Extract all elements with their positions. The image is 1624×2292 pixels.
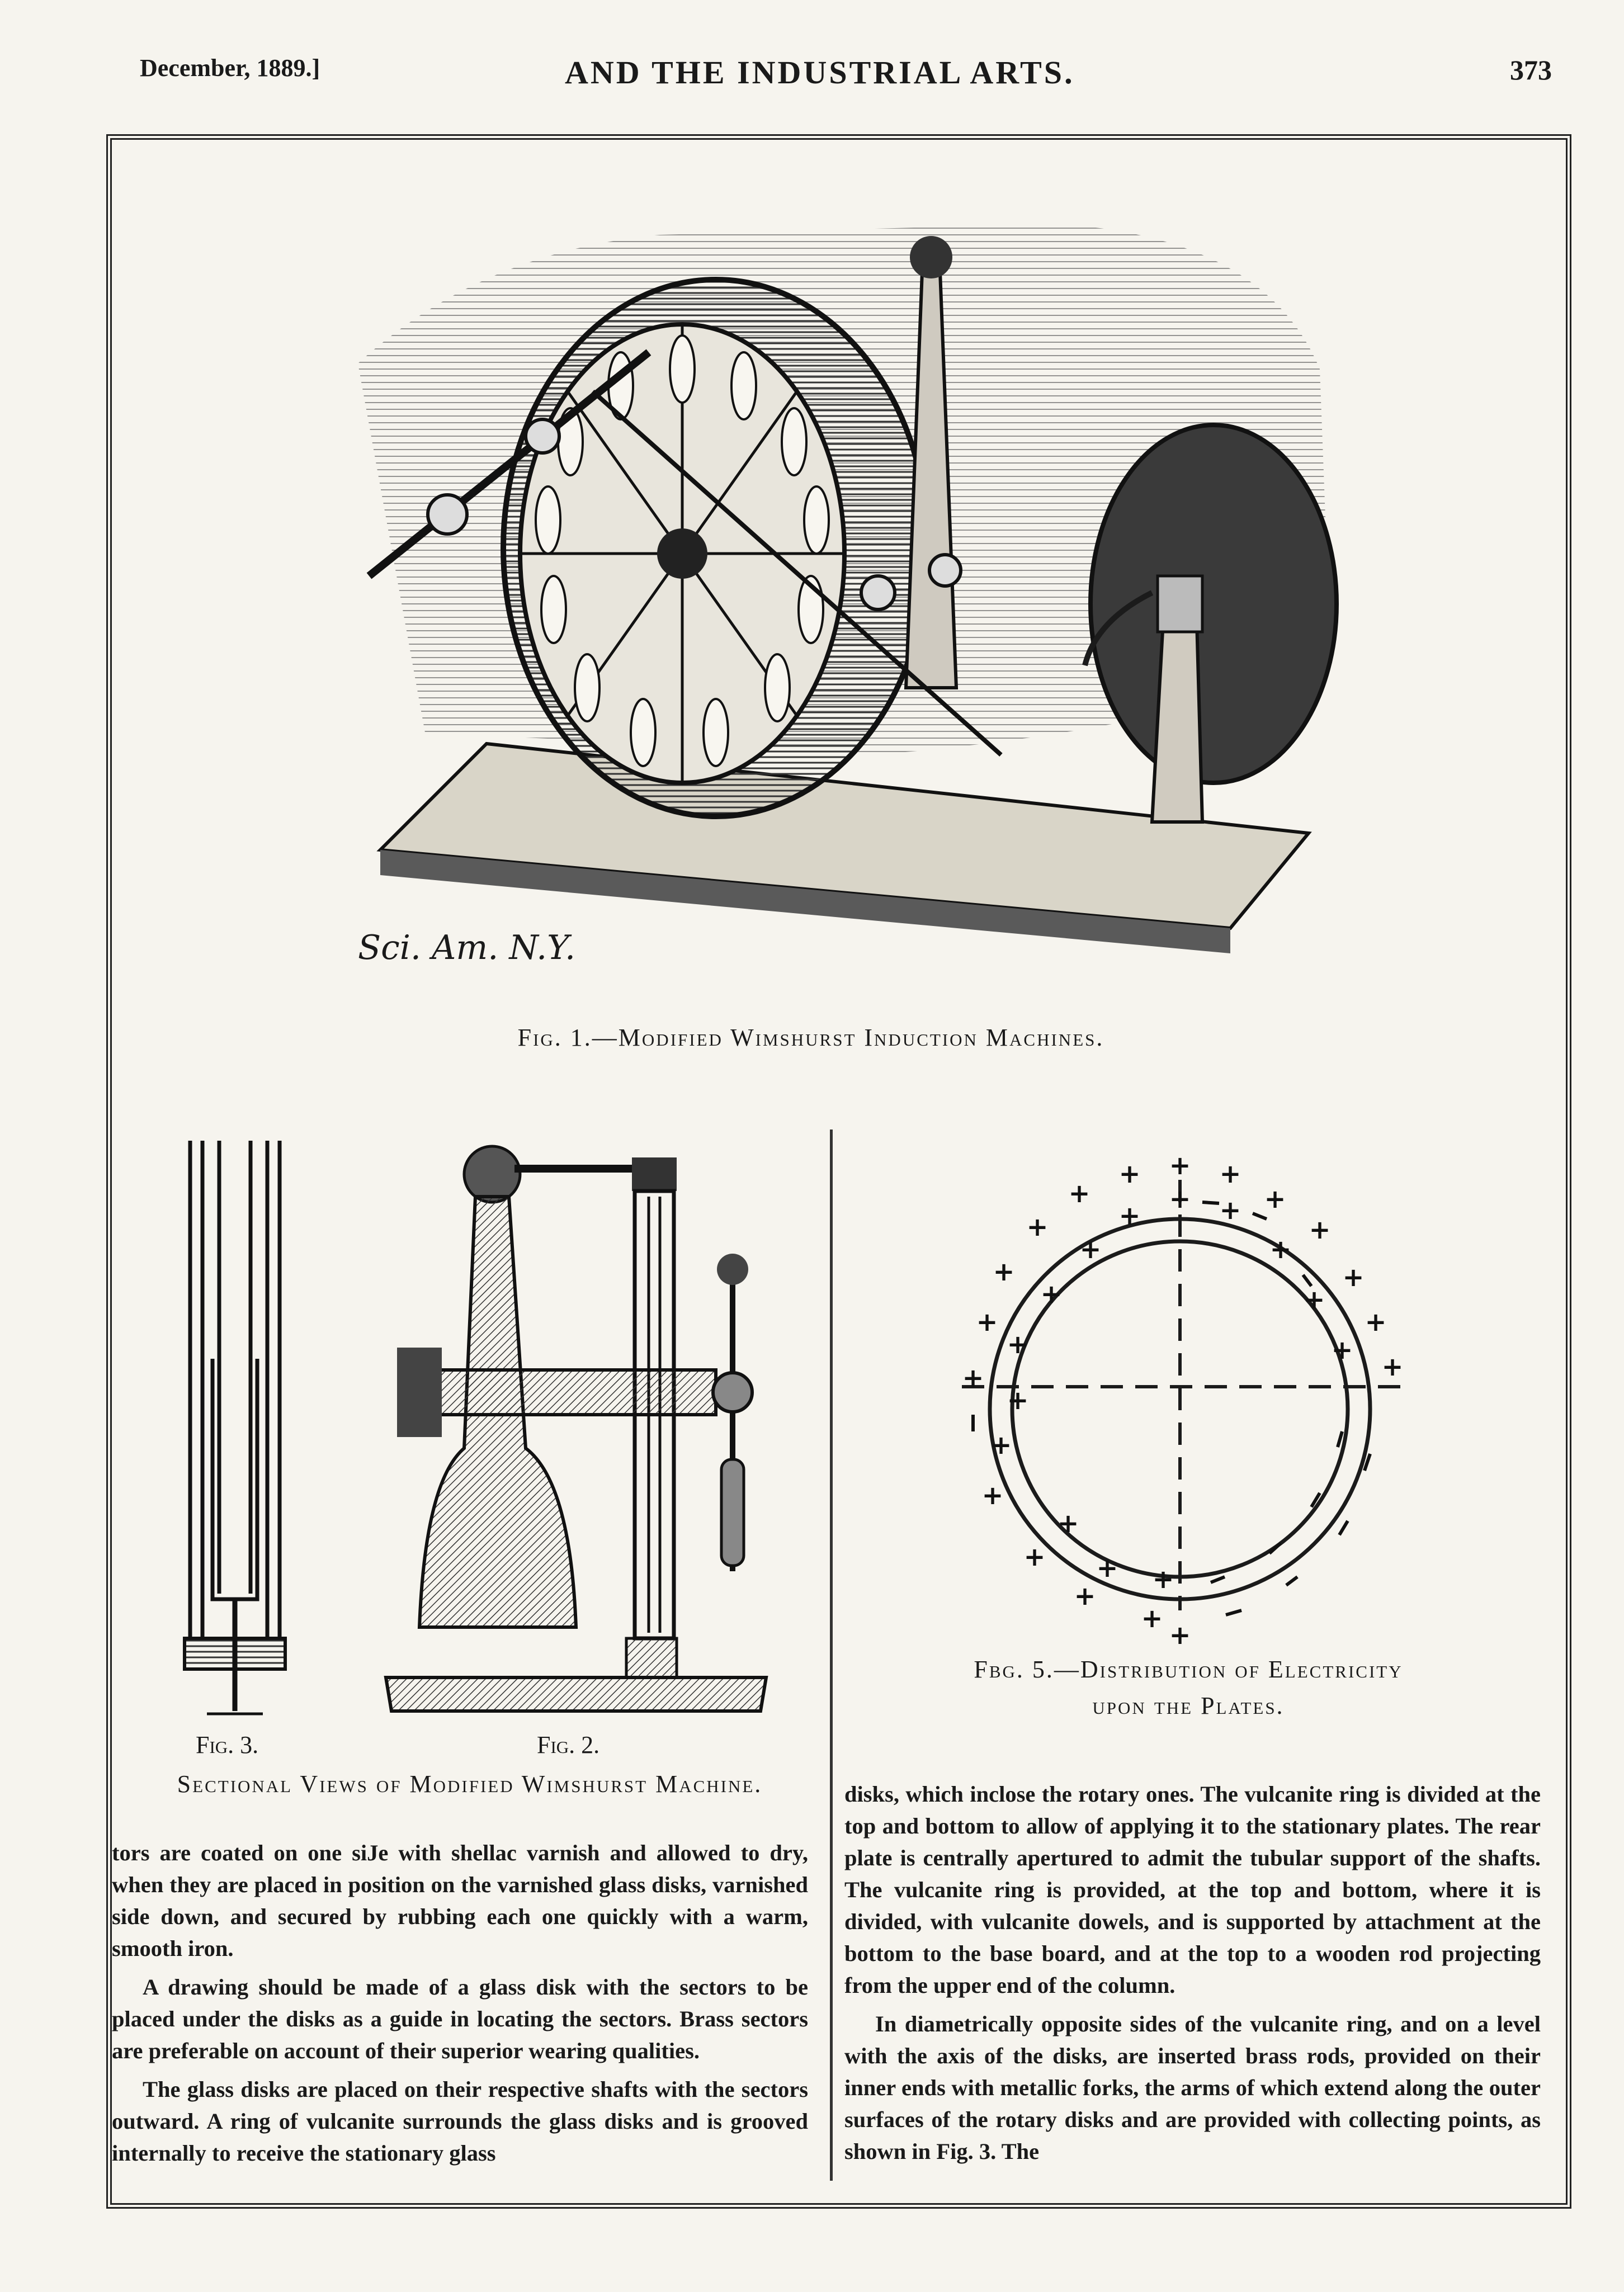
svg-text:+: + xyxy=(1141,1603,1163,1633)
svg-text:+: + xyxy=(1068,1178,1090,1208)
fig2-label: Fig. 2. xyxy=(537,1731,600,1759)
fig5-caption-line2: upon the Plates. xyxy=(1092,1692,1285,1719)
svg-text:+: + xyxy=(1331,1335,1353,1365)
svg-text:+: + xyxy=(1074,1581,1096,1611)
left-text-column xyxy=(112,1837,808,2176)
svg-text:+: + xyxy=(1096,1553,1118,1583)
svg-text:+: + xyxy=(1365,1307,1387,1337)
fig2-drawing xyxy=(380,1135,783,1728)
svg-text:+: + xyxy=(976,1307,998,1337)
fig3-drawing xyxy=(168,1135,302,1728)
svg-text:+: + xyxy=(1118,1159,1141,1189)
svg-text:+: + xyxy=(962,1363,984,1393)
paragraph: In diametrically opposite sides of the vulcanite ring, and on a level with the axis of the disks, are inserted brass rods, provided on their inner ends with metallic forks, the arms of which extend along the outer surfaces of the rotary disks and are provided with collecting points, as shown in Fig. 3. The xyxy=(844,2011,1541,2164)
paragraph: The glass disks are placed on their respective shafts with the sectors outward. A ring of vulcanite surrounds the glass disks and is grooved internally to receive the stationary glass xyxy=(112,2077,808,2166)
svg-text:+: + xyxy=(993,1256,1015,1287)
svg-text:+: + xyxy=(1152,1564,1174,1594)
header-date: December, 1889.] xyxy=(140,54,320,82)
sectional-caption: Sectional Views of Modified Wimshurst Machine. xyxy=(177,1770,763,1798)
svg-text:+: + xyxy=(1309,1214,1331,1245)
svg-text:+: + xyxy=(1219,1159,1241,1189)
column-divider xyxy=(830,1130,833,2181)
svg-text:+: + xyxy=(1007,1329,1029,1359)
svg-text:+: + xyxy=(1219,1195,1241,1225)
svg-text:+: + xyxy=(1007,1385,1029,1415)
svg-text:+: + xyxy=(1169,1150,1191,1180)
svg-text:+: + xyxy=(1381,1351,1404,1382)
svg-text:+: + xyxy=(1264,1184,1286,1214)
svg-text:+: + xyxy=(1040,1279,1063,1309)
engraver-signature: Sci. Am. N.Y. xyxy=(358,928,576,967)
fig3-label: Fig. 3. xyxy=(196,1731,259,1759)
svg-text:+: + xyxy=(1342,1262,1365,1292)
right-text-column xyxy=(844,1778,1541,2174)
svg-text:+: + xyxy=(1079,1234,1102,1264)
header-title: AND THE INDUSTRIAL ARTS. xyxy=(565,54,1075,91)
fig5-caption-line1: Fbg. 5.—Distribution of Electricity xyxy=(974,1656,1403,1683)
paragraph: disks, which inclose the rotary ones. The vulcanite ring is divided at the top and bottom to allow of applying it to the stationary plates. The rear plate is centrally apertured to admit the tubular support of the shafts. The vulcanite ring is provided, at the top and bottom, where it is divided, with vulcanite dowels, and is supported by attachment at the bottom to the base board, and at the top to a wooden rod projecting from the upper end of the column. xyxy=(844,1781,1541,1998)
svg-text:+: + xyxy=(1023,1542,1046,1572)
svg-text:+: + xyxy=(1118,1201,1141,1231)
fig1-engraving xyxy=(313,185,1365,1023)
svg-text:+: + xyxy=(1169,1184,1191,1214)
paragraph: A drawing should be made of a glass disk with the sectors to be placed under the disks as a guide in locating the sectors. Brass sectors are preferable on account of their superior wearing qualities. xyxy=(112,1974,808,2063)
svg-text:+: + xyxy=(1269,1234,1292,1264)
svg-text:+: + xyxy=(1303,1284,1325,1315)
svg-text:+: + xyxy=(1026,1212,1049,1242)
svg-text:+: + xyxy=(1057,1508,1079,1538)
svg-text:+: + xyxy=(981,1480,1004,1510)
page-number: 373 xyxy=(1510,54,1552,86)
svg-text:+: + xyxy=(1169,1620,1191,1650)
fig1-caption: Fig. 1.—Modified Wimshurst Induction Machines. xyxy=(517,1024,1104,1051)
svg-text:+: + xyxy=(990,1430,1012,1460)
fig5-diagram xyxy=(940,1141,1432,1655)
paragraph: tors are coated on one siJe with shellac varnish and allowed to dry, when they are placed in position on the varnished glass disks, varnished side down, and secured by rubbing each one quickly with a warm, smooth iron. xyxy=(112,1840,808,1961)
